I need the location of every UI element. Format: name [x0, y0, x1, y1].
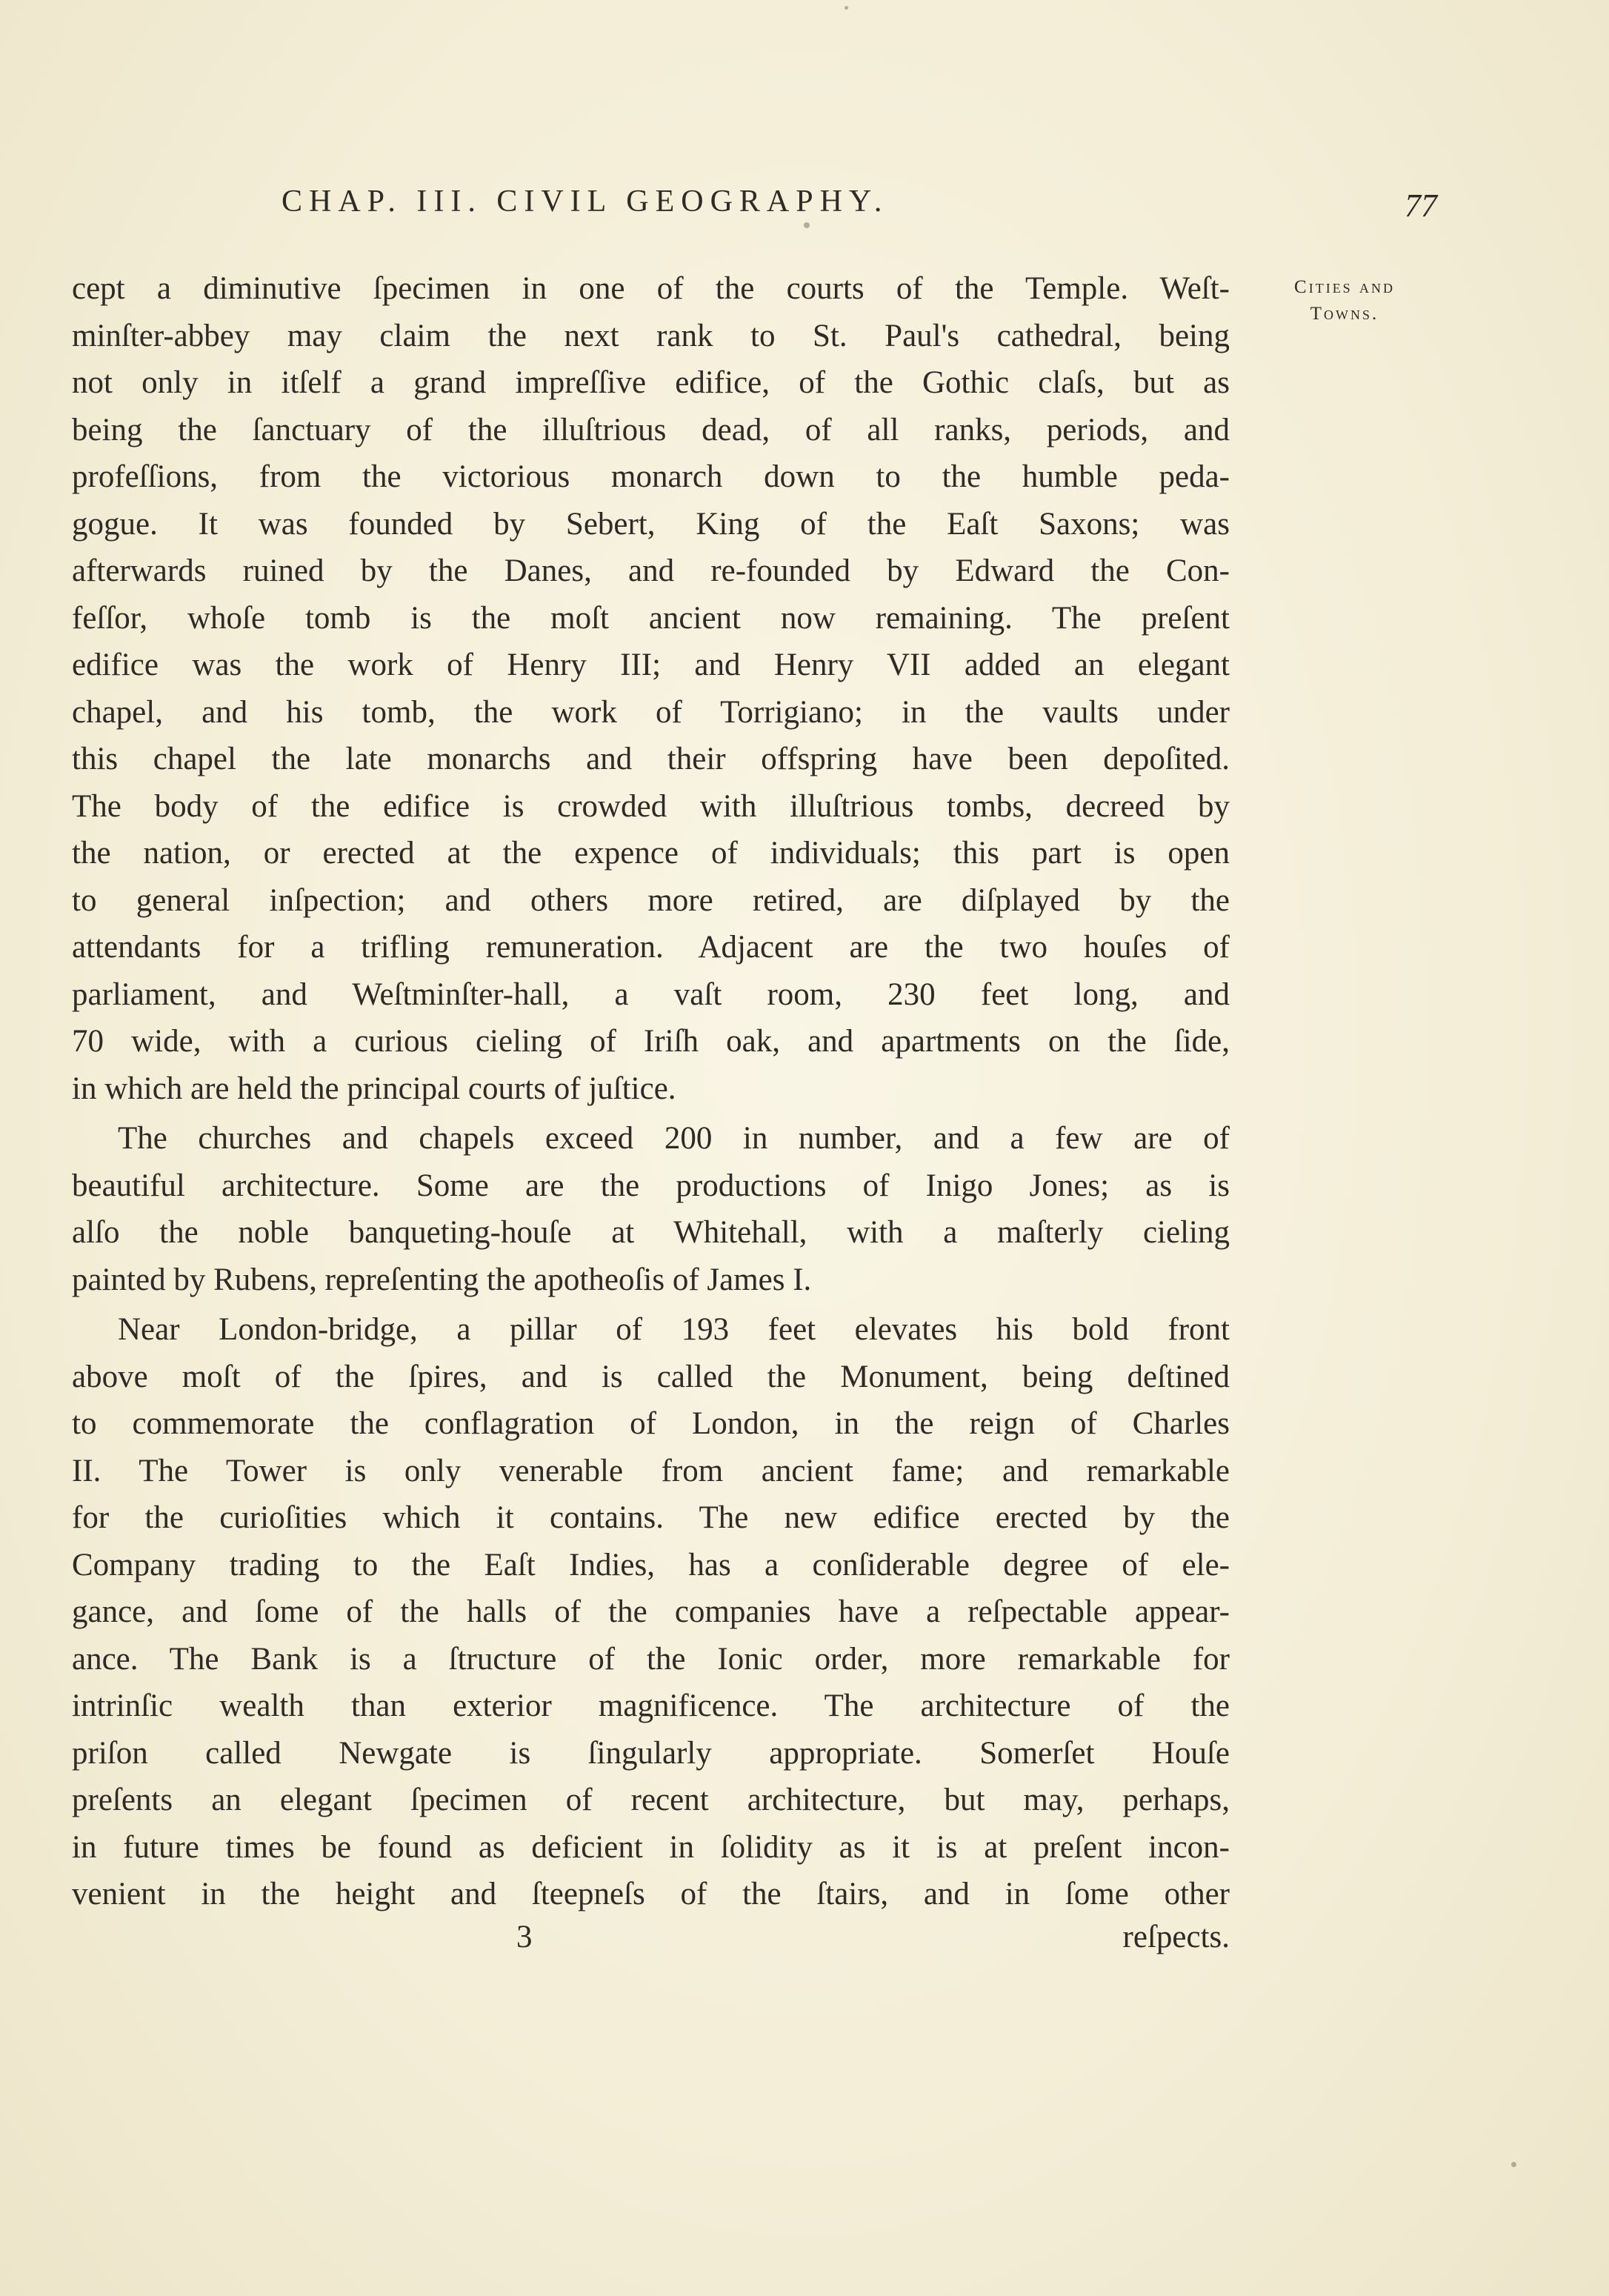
text-line: II. The Tower is only venerable from ancient fame; and remarkable	[72, 1453, 1230, 1488]
text-line: intrinſic wealth than exterior magnificence. The architecture of the	[72, 1688, 1230, 1723]
text-line: preſents an elegant ſpecimen of recent architecture, but may, perhaps,	[72, 1783, 1230, 1817]
text-line: attendants for a trifling remuneration. Adjacent are the two houſes of	[72, 930, 1230, 965]
page-footer	[72, 1919, 1230, 1971]
page-header	[44, 184, 1437, 236]
text-line: this chapel the late monarchs and their offspring have been depoſited.	[72, 742, 1230, 776]
text-line: ance. The Bank is a ſtructure of the Ionic order, more remarkable for	[72, 1641, 1230, 1677]
body-text	[72, 265, 1230, 1918]
paragraph	[72, 1306, 1230, 1918]
text-line: The body of the edifice is crowded with illuſtrious tombs, decreed by	[72, 788, 1230, 824]
text-line: minſter-abbey may claim the next rank to St. Paul's cathedral, being	[72, 318, 1230, 353]
text-line: beautiful architecture. Some are the productions of Inigo Jones; as is	[72, 1168, 1230, 1203]
text-line: being the ſanctuary of the illuſtrious dead, of all ranks, periods, and	[72, 412, 1230, 447]
text-line: profeſſions, from the victorious monarch down to the humble peda-	[72, 459, 1230, 494]
text-line: priſon called Newgate is ſingularly appropriate. Somerſet Houſe	[72, 1735, 1230, 1771]
paper-speck	[845, 6, 848, 10]
text-line: alſo the noble banqueting-houſe at Whitehall, with a maſterly cieling	[72, 1215, 1230, 1250]
text-line: cept a diminutive ſpecimen in one of the courts of the Temple. Weſt-	[72, 271, 1230, 306]
text-line: the nation, or erected at the expence of individuals; this part is open	[72, 836, 1230, 871]
text-line: for the curioſities which it contains. The new edifice erected by the	[72, 1500, 1230, 1535]
text-line: afterwards ruined by the Danes, and re-founded by Edward the Con-	[72, 553, 1230, 588]
marginal-note	[1256, 274, 1433, 327]
text-line: in future times be found as deficient in ſolidity as it is at preſent incon-	[72, 1829, 1230, 1865]
paper-speck	[804, 222, 810, 228]
text-line: edifice was the work of Henry III; and Henry VII added an elegant	[72, 648, 1230, 682]
catchword: reſpects.	[1122, 1920, 1230, 1954]
text-line: to commemorate the conflagration of London, in the reign of Charles	[72, 1406, 1230, 1441]
marginal-note-line: Cities and	[1294, 277, 1395, 297]
text-line: chapel, and his tomb, the work of Torrigiano; in the vaults under	[72, 694, 1230, 730]
marginal-note-line: Towns.	[1310, 304, 1379, 324]
text-line: feſſor, whoſe tomb is the moſt ancient now remaining. The preſent	[72, 600, 1230, 636]
paragraph	[72, 1115, 1230, 1303]
text-line: venient in the height and ſteepneſs of the ſtairs, and in ſome other	[72, 1877, 1230, 1911]
text-line: parliament, and Weſtminſter-hall, a vaſt room, 230 feet long, and	[72, 976, 1230, 1012]
text-line: painted by Rubens, repreſenting the apotheoſis of James I.	[72, 1262, 812, 1297]
text-line: The churches and chapels exceed 200 in number, and a few are of	[118, 1121, 1230, 1156]
text-line: not only in itſelf a grand impreſſive edifice, of the Gothic claſs, but as	[72, 365, 1230, 400]
text-line: Company trading to the Eaſt Indies, has a conſiderable degree of ele-	[72, 1547, 1230, 1583]
paper-speck	[1511, 2162, 1516, 2167]
running-head: CHAP. III. CIVIL GEOGRAPHY.	[282, 184, 889, 219]
text-line: 70 wide, with a curious cieling of Iriſh oak, and apartments on the ſide,	[72, 1024, 1230, 1059]
text-line: above moſt of the ſpires, and is called the Monument, being deſtined	[72, 1359, 1230, 1394]
text-line: Near London-bridge, a pillar of 193 feet elevates his bold front	[118, 1312, 1230, 1347]
text-line: to general inſpection; and others more retired, are diſplayed by the	[72, 882, 1230, 918]
page-number: 77	[1405, 187, 1437, 224]
text-line: in which are held the principal courts of juſtice.	[72, 1071, 676, 1106]
text-line: gogue. It was founded by Sebert, King of the Eaſt Saxons; was	[72, 506, 1230, 542]
text-line: gance, and ſome of the halls of the companies have a reſpectable appear-	[72, 1594, 1230, 1629]
signature-mark: 3	[516, 1920, 533, 1954]
paragraph	[72, 265, 1230, 1112]
